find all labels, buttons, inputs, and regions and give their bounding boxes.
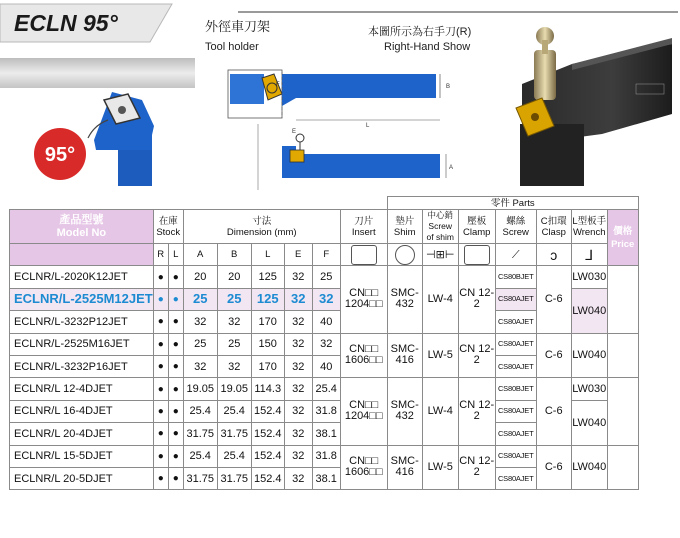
stock-l-dot [168,288,183,310]
wrench-cell: LW040 [571,400,607,445]
stock-r-dot [153,467,168,489]
insert-cell: CN□□ 1204□□ [340,378,387,445]
dim-a-cell: 25.4 [183,400,217,422]
stock-l-dot [168,445,183,467]
dim-l-cell: 125 [251,288,284,310]
wrench-cell: LW030 [571,266,607,288]
wrench-cell: LW040 [571,445,607,490]
shim-cell: SMC-432 [387,378,422,445]
clasp-cell: C-6 [536,445,571,490]
price-header: 價格 Price [607,210,638,266]
stock-l-dot [168,400,183,422]
dim-b-cell: 25.4 [217,400,251,422]
stock-l-dot [168,266,183,288]
dim-e-cell: 32 [284,378,312,400]
screw-cell: CS80AJET [495,333,536,355]
spec-table [9,196,639,490]
screw-cell: CS80AJET [495,467,536,489]
dim-a-cell: 25 [183,288,217,310]
dim-l-cell: 170 [251,311,284,333]
dim-l-cell: 170 [251,355,284,377]
shim-screw-icon: ⊣⊞⊢ [422,244,458,266]
model-cell: ECLNR/L-3232P16JET [10,355,154,377]
dim-b-cell: 25 [217,333,251,355]
clamp-cell: CN 12-2 [458,378,495,445]
dim-label-b: B [446,84,451,90]
model-cell: ECLNR/L-2020K12JET [10,266,154,288]
clamp-icon [458,244,495,266]
tool-holder-en: Tool holder [205,41,259,53]
dim-f-cell: 25.4 [312,378,340,400]
model-cell: ECLNR/L 16-4DJET [10,400,154,422]
right-hand-cn: 本圖所示為右手刀(R) [368,26,472,38]
dim-b-cell: 25 [217,288,251,310]
insert-header: 刀片 Insert [340,210,387,244]
dim-l-cell: 152.4 [251,467,284,489]
dim-a-cell: 25.4 [183,445,217,467]
stock-r-dot [153,400,168,422]
stock-l-dot [168,311,183,333]
sub-a: A [183,244,217,266]
stock-r-dot [153,333,168,355]
model-cell: ECLNR/L-2525M16JET [10,333,154,355]
sub-r: R [153,244,168,266]
dim-a-cell: 31.75 [183,423,217,445]
dim-l-cell: 152.4 [251,400,284,422]
insert-cell: CN□□ 1606□□ [340,333,387,378]
stock-l-dot [168,333,183,355]
insert-cell: CN□□ 1606□□ [340,445,387,490]
table-row [10,266,639,288]
dim-b-cell: 20 [217,266,251,288]
screw-cell: CS80BJET [495,378,536,400]
dim-f-cell: 32 [312,333,340,355]
stock-l-dot [168,467,183,489]
shim-header: 墊片 Shim [387,210,422,244]
dim-label-l: L [366,123,370,129]
stock-r-dot [153,445,168,467]
sub-l: L [168,244,183,266]
dim-e-cell: 32 [284,445,312,467]
shim-screw-cell: LW-4 [422,266,458,333]
insert-icon [340,244,387,266]
tool-holder-cn: 外徑車刀架 [205,19,271,34]
dim-f-cell: 25 [312,266,340,288]
parts-header: 零件 Parts [387,197,638,210]
dim-f-cell: 31.8 [312,400,340,422]
page-title: ECLN 95° [14,10,118,36]
dim-e-cell: 32 [284,400,312,422]
stock-l-dot [168,355,183,377]
screw-of-shim-header: 中心銷 Screw of shim [422,210,458,244]
stock-l-dot [168,423,183,445]
dim-b-cell: 25.4 [217,445,251,467]
model-cell: ECLNR/L 12-4DJET [10,378,154,400]
stock-r-dot [153,288,168,310]
stock-r-dot [153,423,168,445]
dimension-header: 寸法 Dimension (mm) [183,210,340,244]
model-cell: ECLNR/L 20-5DJET [10,467,154,489]
dim-f-cell: 31.8 [312,445,340,467]
dim-f-cell: 32 [312,288,340,310]
model-header: 產品型號 Model No [10,210,154,244]
dim-b-cell: 32 [217,311,251,333]
model-cell: ECLNR/L 15-5DJET [10,445,154,467]
wrench-icon: ⅃ [571,244,607,266]
dim-a-cell: 32 [183,311,217,333]
sub-b: B [217,244,251,266]
clasp-header: C扣環 Clasp [536,210,571,244]
stock-r-dot [153,355,168,377]
stock-r-dot [153,266,168,288]
clasp-cell: C-6 [536,266,571,333]
wrench-cell: LW040 [571,333,607,378]
dim-label-e: E [292,129,297,135]
dim-e-cell: 32 [284,467,312,489]
dim-a-cell: 32 [183,355,217,377]
dim-label-f: F [276,82,280,88]
shim-cell: SMC-416 [387,333,422,378]
dim-a-cell: 20 [183,266,217,288]
product-photo [512,14,672,186]
shim-icon [387,244,422,266]
dim-f-cell: 38.1 [312,423,340,445]
model-subheader [10,244,154,266]
wrench-cell: LW040 [571,288,607,333]
shim-cell: SMC-432 [387,266,422,333]
price-cell [607,333,638,378]
screw-cell: CS80AJET [495,355,536,377]
dim-label-a: A [449,165,454,171]
dim-l-cell: 125 [251,266,284,288]
dim-f-cell: 38.1 [312,467,340,489]
clasp-cell: C-6 [536,378,571,445]
right-hand-en: Right-Hand Show [384,41,471,53]
screw-cell: CS80BJET [495,266,536,288]
dim-b-cell: 32 [217,355,251,377]
table-row [10,445,639,467]
sub-f: F [312,244,340,266]
shim-screw-cell: LW-5 [422,445,458,490]
dim-e-cell: 32 [284,311,312,333]
angle-badge: 95° [44,144,76,166]
clamp-header: 壓板 Clamp [458,210,495,244]
stock-header: 在庫 Stock [153,210,183,244]
model-cell: ECLNR/L-2525M12JET [10,288,154,310]
screw-cell: CS80AJET [495,445,536,467]
dim-e-cell: 32 [284,266,312,288]
sub-length: L [251,244,284,266]
clamp-cell: CN 12-2 [458,333,495,378]
dim-l-cell: 152.4 [251,423,284,445]
table-row [10,378,639,400]
dim-l-cell: 114.3 [251,378,284,400]
screw-cell: CS80AJET [495,423,536,445]
price-cell [607,378,638,445]
dim-e-cell: 32 [284,355,312,377]
table-row [10,333,639,355]
stock-r-dot [153,311,168,333]
dim-b-cell: 19.05 [217,378,251,400]
screw-cell: CS80AJET [495,288,536,310]
clamp-cell: CN 12-2 [458,266,495,333]
screw-header: 螺絲 Screw [495,210,536,244]
wrench-cell: LW030 [571,378,607,400]
screw-cell: CS80AJET [495,311,536,333]
sub-e: E [284,244,312,266]
dim-l-cell: 150 [251,333,284,355]
shim-cell: SMC-416 [387,445,422,490]
price-cell [607,266,638,333]
price-cell [607,445,638,490]
dim-f-cell: 40 [312,311,340,333]
dim-l-cell: 152.4 [251,445,284,467]
model-cell: ECLNR/L-3232P12JET [10,311,154,333]
dim-a-cell: 31.75 [183,467,217,489]
clasp-cell: C-6 [536,333,571,378]
clasp-icon: ↄ [536,244,571,266]
wrench-header: L型板手 Wrench [571,210,607,244]
stock-r-dot [153,378,168,400]
dim-a-cell: 19.05 [183,378,217,400]
screw-cell: CS80AJET [495,400,536,422]
dim-b-cell: 31.75 [217,467,251,489]
shim-screw-cell: LW-5 [422,333,458,378]
dim-b-cell: 31.75 [217,423,251,445]
clamp-cell: CN 12-2 [458,445,495,490]
stock-l-dot [168,378,183,400]
model-cell: ECLNR/L 20-4DJET [10,423,154,445]
dim-e-cell: 32 [284,423,312,445]
dim-e-cell: 32 [284,288,312,310]
dim-e-cell: 32 [284,333,312,355]
screw-icon: ⟋ [495,244,536,266]
dim-a-cell: 25 [183,333,217,355]
insert-cell: CN□□ 1204□□ [340,266,387,333]
tool-illustration [0,0,512,196]
dim-f-cell: 40 [312,355,340,377]
shim-screw-cell: LW-4 [422,378,458,445]
